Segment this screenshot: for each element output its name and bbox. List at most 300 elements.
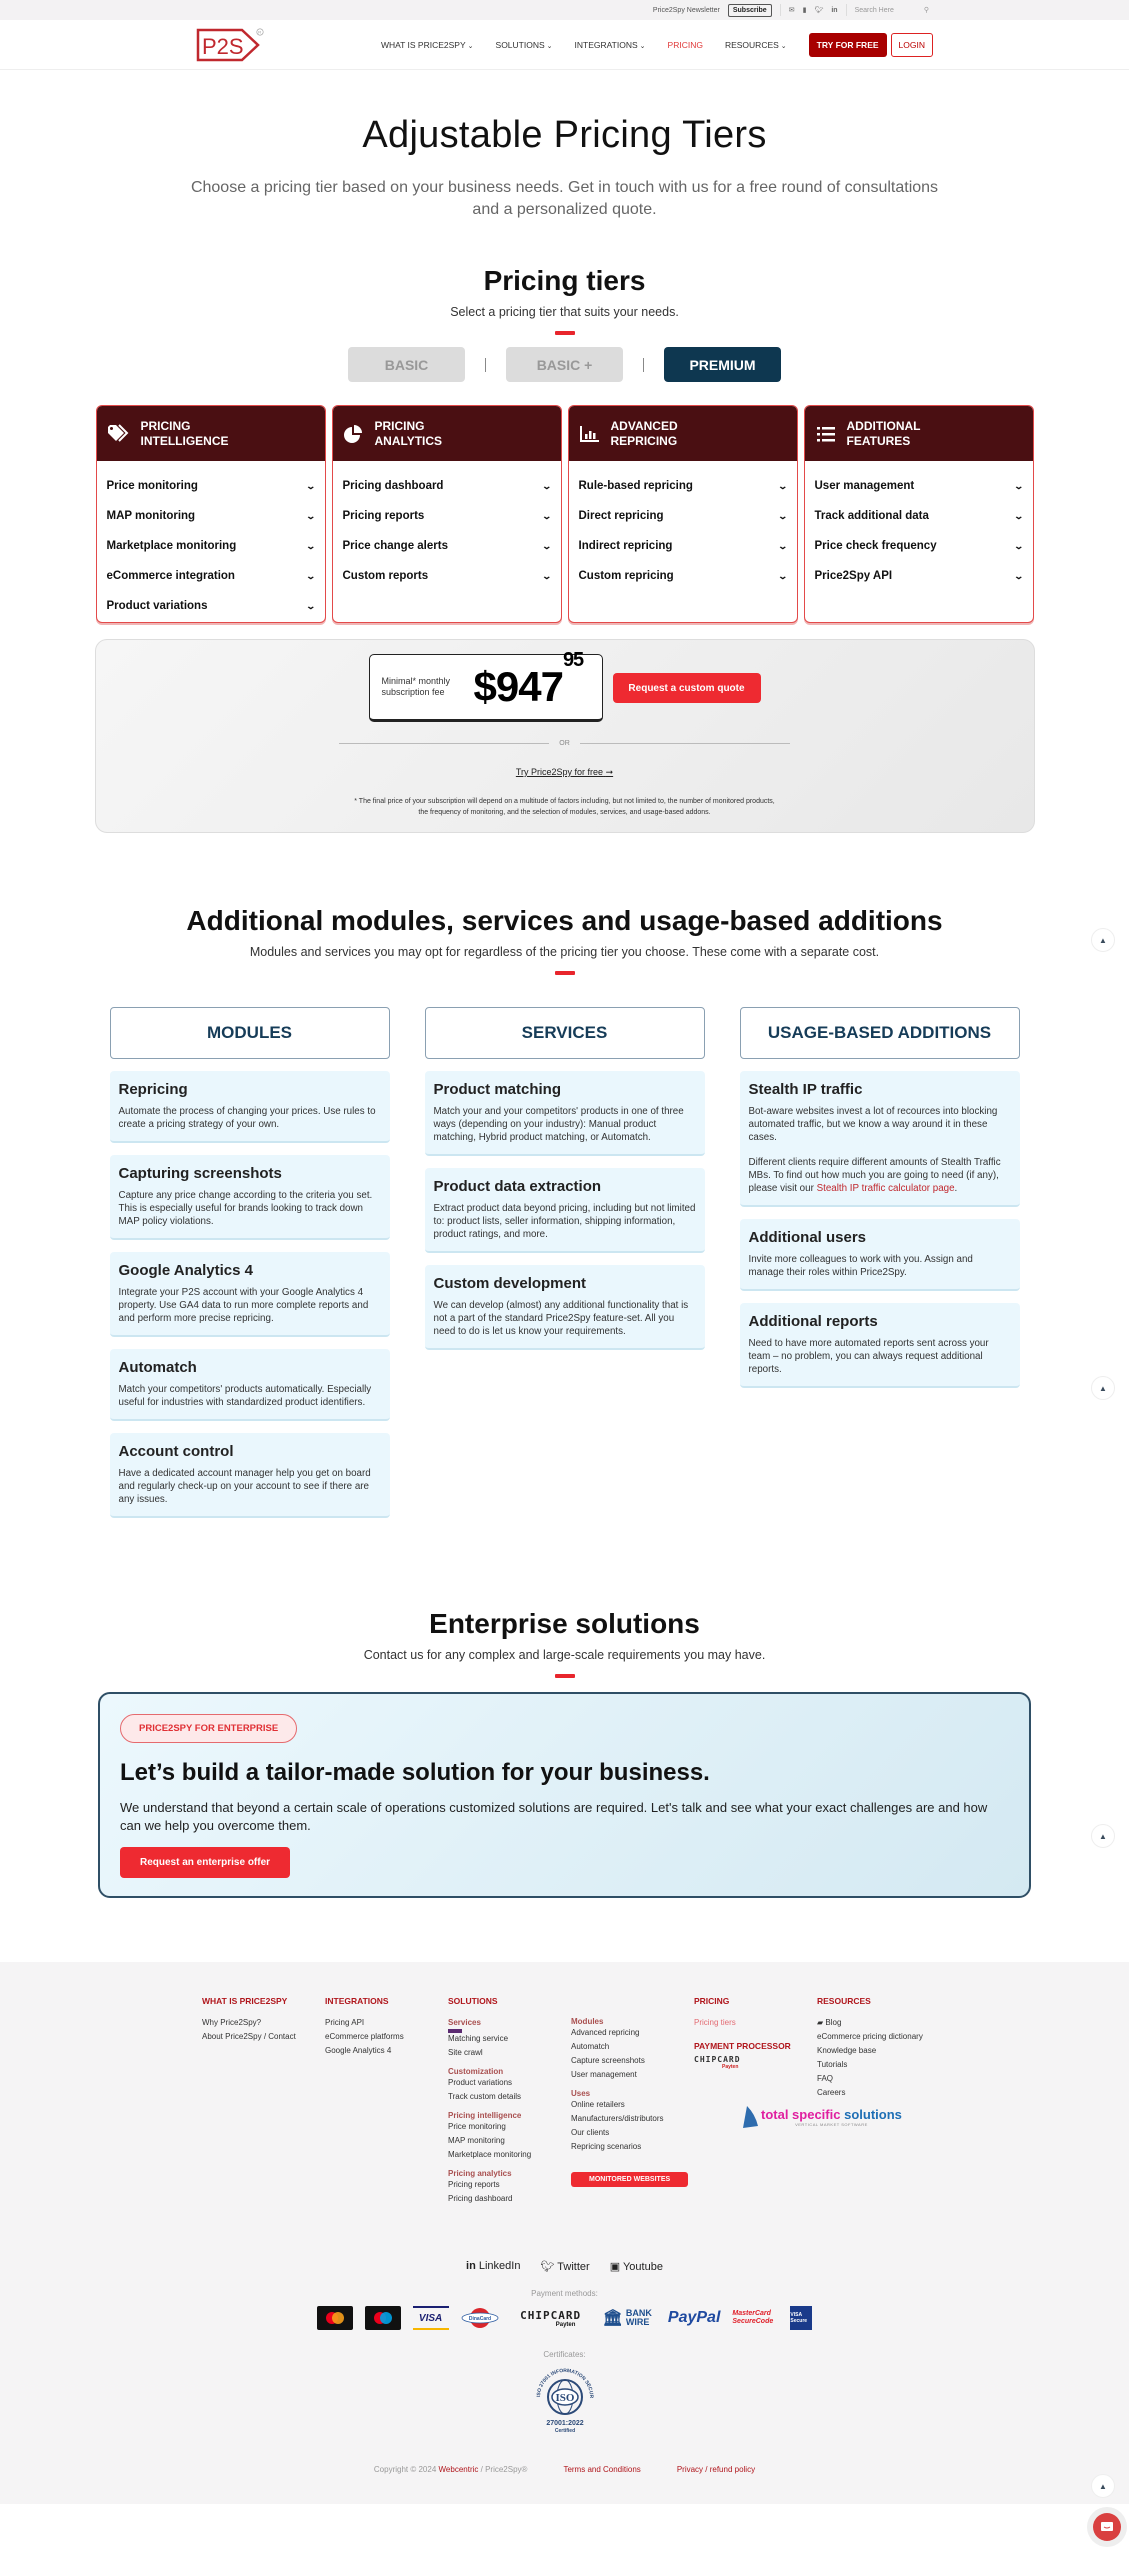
divider [643, 358, 644, 372]
company-link[interactable]: Webcentric [438, 2465, 479, 2474]
linkedin-icon[interactable]: in [831, 6, 838, 14]
divider [339, 743, 549, 744]
price-cents: 95 [562, 649, 584, 671]
divider [780, 4, 781, 16]
card-title: Additional users [748, 1229, 867, 1246]
copyright-suffix: / Price2Spy® [480, 2465, 528, 2474]
svg-text:27001:2022: 27001:2022 [545, 2420, 584, 2427]
feature-card-header [97, 406, 325, 461]
footer [0, 1962, 1129, 2504]
feature-label: Product variations [106, 600, 208, 612]
card-title: Stealth IP traffic [748, 1081, 863, 1098]
social-label: Youtube [622, 2261, 663, 2273]
svg-text:R: R [258, 29, 262, 35]
feature-card-header [805, 406, 1033, 461]
feature-card-pricing-intelligence [96, 405, 326, 623]
nav-menu [381, 33, 933, 57]
accent-bar [555, 1674, 575, 1678]
info-card [425, 1265, 705, 1350]
footer-heading: PRICING [694, 1996, 730, 2006]
chevron-down-icon: ⌄ [1013, 570, 1025, 581]
social-label: Twitter [557, 2261, 590, 2273]
enterprise-heading: Let’s build a tailor-made solution for your business. [120, 1759, 710, 1786]
card-text: We can develop (almost) any additional functionality that is not a part of the standard Price2Spy feature-set. All you need to do is let us know your requirements. [433, 1300, 689, 1337]
info-card [740, 1219, 1020, 1291]
chevron-down-icon: ⌄ [546, 42, 553, 50]
chevron-down-icon: ⌄ [541, 570, 553, 581]
footer-link[interactable]: Capture screenshots [571, 2056, 645, 2065]
nav-item-integrations[interactable] [575, 40, 646, 50]
scroll-to-top-button[interactable] [1091, 1824, 1115, 1848]
or-divider [96, 740, 1034, 747]
dinacard-icon [461, 2306, 499, 2330]
footer-subheading[interactable]: Uses [571, 2089, 591, 2098]
chevron-down-icon: ⌄ [541, 510, 553, 521]
payten-text: Payten [722, 2064, 739, 2070]
feature-label: eCommerce integration [106, 570, 235, 582]
info-card [740, 1303, 1020, 1388]
card-title: Repricing [118, 1081, 188, 1098]
chevron-down-icon: ⌄ [541, 480, 553, 491]
footer-link[interactable]: MAP monitoring [448, 2136, 505, 2145]
feature-item[interactable] [343, 501, 551, 531]
svg-text:ISO 27001 INFORMATION SECURITY: ISO 27001 INFORMATION SECUR [535, 2367, 594, 2399]
info-card [110, 1071, 390, 1143]
card-title-line: ADVANCED [610, 418, 678, 433]
footer-link-label: Blog [825, 2018, 842, 2027]
copyright-prefix: Copyright © 2024 [373, 2465, 437, 2474]
divider [846, 4, 847, 16]
twitter-icon: 🐦︎ [540, 2261, 555, 2273]
footer-link[interactable]: Knowledge base [817, 2046, 877, 2055]
accent-bar [555, 331, 575, 335]
footer-col-solutions [448, 1996, 571, 2208]
footer-link[interactable]: Pricing dashboard [448, 2194, 513, 2203]
chevron-down-icon: ⌄ [305, 540, 317, 551]
footer-link[interactable]: Product variations [448, 2078, 513, 2087]
section-subtitle: Contact us for any complex and large-scale requirements you may have. [363, 1648, 766, 1662]
chat-icon [1100, 2521, 1114, 2533]
footer-link[interactable]: eCommerce platforms [325, 2032, 404, 2041]
footer-col-solutions-2 [571, 1996, 694, 2208]
feature-label: MAP monitoring [106, 510, 196, 522]
monitored-websites-button[interactable]: MONITORED WEBSITES [571, 2172, 688, 2187]
feature-item[interactable] [343, 471, 551, 501]
top-bar [0, 0, 1129, 20]
footer-link[interactable]: FAQ [817, 2074, 834, 2083]
feature-item[interactable] [579, 471, 787, 501]
copyright-row [0, 2465, 1129, 2474]
nav-item-resources[interactable] [725, 40, 787, 50]
card-text: Integrate your P2S account with your Google Analytics 4 property. Use GA4 data to run more complete reports and and perform more precise repricing. [118, 1287, 369, 1324]
nav-label: RESOURCES [724, 39, 779, 50]
enterprise-box [98, 1692, 1031, 1898]
maestro-icon [365, 2306, 401, 2330]
price-label: Minimal* monthly subscription fee [381, 676, 451, 697]
pie-chart-icon [343, 424, 365, 444]
price-footnote [96, 796, 1034, 818]
feature-label: Price monitoring [106, 480, 198, 492]
footer-subheading[interactable]: Services [448, 2018, 481, 2027]
feature-item[interactable] [815, 531, 1023, 561]
footer-link[interactable]: Pricing reports [448, 2180, 500, 2189]
price-dollars: $947 [473, 663, 563, 710]
footer-subheading[interactable]: Modules [571, 2017, 604, 2026]
stealth-calculator-link[interactable]: Stealth IP traffic calculator page [816, 1183, 955, 1194]
hero-subtitle: Choose a pricing tier based on your business needs. Get in touch with us for a free round of consultations and a personalized quote. [190, 179, 939, 218]
section-subtitle: Select a pricing tier that suits your needs. [450, 305, 679, 319]
twitter-link[interactable] [540, 2260, 589, 2273]
bank-wire-icon: 🏛︎ BANK WIRE [602, 2308, 652, 2327]
feature-label: Pricing reports [342, 510, 425, 522]
card-text: Automate the process of changing your prices. Use rules to create a pricing strategy of your own. [118, 1106, 376, 1130]
or-label: OR [559, 740, 570, 747]
card-title-line: PRICING [140, 418, 191, 433]
card-text: Invite more colleagues to work with you. Assign and manage their roles within Price2Spy. [748, 1254, 973, 1278]
svg-text:Certified: Certified [554, 2428, 575, 2434]
certificates-label: Certificates: [543, 2350, 586, 2359]
footer-link[interactable]: Careers [817, 2088, 846, 2097]
footer-col-resources [817, 1996, 940, 2208]
info-card [110, 1433, 390, 1518]
footnote-line: the frequency of monitoring, and the selection of modules, services, and usage-based addons. [418, 809, 711, 816]
chipcard-icon: CHIPCARD Payten [520, 2308, 582, 2328]
footer-heading: RESOURCES [817, 1996, 871, 2006]
feature-label: Price change alerts [342, 540, 448, 552]
card-text: Capture any price change according to the criteria you set. This is especially useful for brands looking to track down MAP policy violations. [118, 1190, 373, 1227]
divider [485, 358, 486, 372]
feature-card-header [569, 406, 797, 461]
tier-premium-button[interactable]: PREMIUM [664, 347, 781, 382]
section-title: Enterprise solutions [429, 1608, 700, 1639]
social-links [0, 2260, 1129, 2273]
enterprise-text: We understand that beyond a certain scale of operations customized solutions are required. Let's talk and see what your exact challenges are and how can we help you overcome them. [120, 1800, 988, 1833]
card-title-line: ANALYTICS [374, 433, 443, 448]
card-title: Product matching [433, 1081, 562, 1098]
footer-link[interactable]: Why Price2Spy? [202, 2018, 262, 2027]
card-text: Bot-aware websites invest a lot of recources into blocking automated traffic, but we know a way around it in these cases. [748, 1106, 998, 1143]
card-text: Match your and your competitors' products in one of three ways (depending on your industry): Manual product matching, Hybrid product matching, or Automatch. [433, 1106, 684, 1143]
info-card [110, 1252, 390, 1337]
sail-icon [741, 2104, 759, 2130]
chevron-down-icon: ⌄ [467, 42, 474, 50]
nav-label: INTEGRATIONS [574, 39, 638, 50]
mastercard-icon [317, 2306, 353, 2330]
footer-link[interactable]: Repricing scenarios [571, 2142, 642, 2151]
nav-item-what-is[interactable] [381, 40, 474, 50]
iso-badge [0, 2365, 1129, 2437]
hero [0, 70, 1129, 221]
nav-item-pricing[interactable]: PRICING [667, 39, 703, 50]
new-badge [448, 2029, 462, 2033]
feature-label: Pricing dashboard [342, 480, 444, 492]
feature-item[interactable] [815, 501, 1023, 531]
chevron-down-icon: ⌄ [1013, 510, 1025, 521]
svg-text:ISO: ISO [555, 2392, 574, 2404]
feature-list [333, 461, 561, 591]
feature-label: Rule-based repricing [578, 480, 693, 492]
card-title: Additional reports [748, 1313, 878, 1330]
feature-list [805, 461, 1033, 591]
card-title: Product data extraction [433, 1178, 602, 1195]
request-enterprise-button[interactable]: Request an enterprise offer [120, 1847, 290, 1878]
partner-tagline: VERTICAL MARKET SOFTWARE [795, 2122, 868, 2127]
footer-heading: WHAT IS PRICE2SPY [202, 1996, 288, 2006]
footer-col-integrations [325, 1996, 448, 2208]
column-heading: MODULES [110, 1007, 390, 1059]
feature-list [97, 461, 325, 621]
info-card [110, 1155, 390, 1240]
feature-item[interactable] [107, 561, 315, 591]
feature-item[interactable] [107, 501, 315, 531]
logo-text: P2S [202, 33, 244, 59]
tier-basic-plus-button[interactable]: BASIC + [506, 347, 623, 382]
social-label: LinkedIn [478, 2260, 521, 2272]
pricing-tiers-section [0, 265, 1129, 833]
chevron-down-icon: ⌄ [305, 480, 317, 491]
payment-methods [0, 2306, 1129, 2330]
chevron-down-icon: ⌄ [777, 510, 789, 521]
email-icon[interactable]: ✉ [788, 7, 795, 14]
column-heading: SERVICES [425, 1007, 705, 1059]
partner-name-2: solutions [844, 2107, 902, 2122]
p2s-logo-icon [196, 28, 264, 62]
visa-icon: VISA [413, 2306, 449, 2330]
chevron-down-icon: ⌄ [777, 480, 789, 491]
card-title: Custom development [433, 1275, 587, 1292]
twitter-icon[interactable]: 🐦︎ [814, 7, 824, 14]
footer-link[interactable]: Manufacturers/distributors [571, 2114, 664, 2123]
footer-heading: SOLUTIONS [448, 1996, 498, 2006]
youtube-icon: ▣ [609, 2261, 621, 2273]
card-title-line: REPRICING [610, 433, 678, 448]
footer-link[interactable]: About Price2Spy / Contact [202, 2032, 296, 2041]
feature-item[interactable] [343, 531, 551, 561]
chevron-up-icon: ▲ [1099, 935, 1107, 945]
footnote-line: * The final price of your subscription will depend on a multitude of factors including, but not limited to, the number of monitored products, [354, 798, 775, 805]
nav-label: WHAT IS PRICE2SPY [380, 39, 466, 50]
feature-item[interactable] [579, 501, 787, 531]
column-heading: USAGE-BASED ADDITIONS [740, 1007, 1020, 1059]
chevron-down-icon: ⌄ [305, 570, 317, 581]
mastercard-securecode-icon: MasterCard SecureCode [732, 2310, 774, 2325]
feature-item[interactable] [579, 531, 787, 561]
info-card [425, 1071, 705, 1156]
enterprise-section [0, 1608, 1129, 1898]
search-input[interactable] [855, 6, 929, 14]
card-text: Need to have more automated reports sent across your team – no problem, you can always request additional reports. [748, 1338, 989, 1375]
chevron-down-icon: ⌄ [541, 540, 553, 551]
card-text: Extract product data beyond pricing, including but not limited to: product lists, seller information, shipping information, product ratings, and more. [433, 1203, 696, 1240]
modules-column [110, 1007, 390, 1518]
chat-button[interactable] [1093, 2513, 1121, 2541]
card-title-line: PRICING [374, 418, 425, 433]
request-quote-button[interactable]: Request a custom quote [613, 673, 761, 703]
youtube-link[interactable] [610, 2260, 663, 2273]
footer-link[interactable]: Automatch [571, 2042, 610, 2051]
feature-item[interactable] [815, 561, 1023, 591]
feature-item[interactable] [107, 471, 315, 501]
section-title: Additional modules, services and usage-based additions [186, 905, 943, 936]
scroll-to-top-button[interactable] [1091, 928, 1115, 952]
card-text [749, 1156, 1011, 1195]
feature-label: Indirect repricing [578, 540, 673, 552]
feature-label: User management [814, 480, 915, 492]
price-box [95, 639, 1035, 833]
search-icon[interactable]: ⚲ [923, 7, 929, 14]
chipcard-text: CHIPCARD [694, 2055, 741, 2064]
chevron-down-icon: ⌄ [1013, 540, 1025, 551]
footer-link[interactable]: Our clients [571, 2128, 610, 2137]
card-text-part: Different clients require different amounts of Stealth Traffic MBs. To find out how much you are going to need (if any), please visit our [748, 1157, 1001, 1194]
try-free-label: Try Price2Spy for free [515, 767, 604, 777]
feature-label: Direct repricing [578, 510, 664, 522]
feature-card-header [333, 406, 561, 461]
section-subtitle: Modules and services you may opt for regardless of the pricing tier you choose. These come with a separate cost. [249, 945, 880, 959]
nav-label: SOLUTIONS [495, 39, 545, 50]
chevron-down-icon: ⌄ [780, 42, 787, 50]
feature-label: Marketplace monitoring [106, 540, 237, 552]
chevron-up-icon: ▲ [1099, 1383, 1107, 1393]
footer-link[interactable]: User management [571, 2070, 637, 2079]
search-placeholder: Search Here [854, 6, 894, 14]
footer-link[interactable]: Site crawl [448, 2048, 483, 2057]
try-for-free-button[interactable]: TRY FOR FREE [809, 33, 887, 57]
footer-link[interactable]: Marketplace monitoring [448, 2150, 532, 2159]
chevron-up-icon: ▲ [1099, 1831, 1107, 1841]
card-title-line: FEATURES [846, 433, 911, 448]
feature-label: Custom reports [342, 570, 429, 582]
card-title-line: ADDITIONAL [846, 418, 921, 433]
feature-label: Custom repricing [578, 570, 674, 582]
footer-link[interactable]: Google Analytics 4 [325, 2046, 392, 2055]
footer-col-pricing [694, 1996, 817, 2208]
book-icon: ▰ [817, 2018, 824, 2027]
footer-link[interactable]: Advanced repricing [571, 2028, 640, 2037]
partner-name-1: total specific [761, 2107, 841, 2122]
feature-item[interactable] [107, 531, 315, 561]
price-amount [473, 649, 584, 711]
footer-link[interactable]: Tutorials [817, 2060, 848, 2069]
card-title: Google Analytics 4 [118, 1262, 253, 1279]
chevron-down-icon: ⌄ [777, 540, 789, 551]
feature-card-pricing-analytics [332, 405, 562, 623]
linkedin-icon: in [466, 2260, 476, 2272]
feature-card-additional-features [804, 405, 1034, 623]
terms-link[interactable]: Terms and Conditions [563, 2465, 641, 2474]
feature-item[interactable] [343, 561, 551, 591]
footer-subheading[interactable]: Pricing analytics [448, 2169, 512, 2178]
blog-icon[interactable]: ▮ [802, 7, 807, 14]
nav-item-solutions[interactable] [496, 40, 553, 50]
info-card [110, 1349, 390, 1421]
feature-label: Price2Spy API [814, 570, 893, 582]
footer-link[interactable]: Matching service [448, 2034, 509, 2043]
footer-subheading[interactable]: Customization [448, 2067, 504, 2076]
accent-bar [555, 971, 575, 975]
feature-grid [96, 405, 1034, 623]
paypal-icon: PayPal [667, 2309, 721, 2326]
enterprise-pill: PRICE2SPY FOR ENTERPRISE [120, 1714, 297, 1743]
footer-link[interactable]: Price monitoring [448, 2122, 506, 2131]
price-card [369, 649, 603, 722]
scroll-to-top-button[interactable] [1091, 1376, 1115, 1400]
additional-section [0, 905, 1129, 1518]
chipcard-logo [694, 2055, 817, 2070]
footer-link-blog[interactable] [817, 2018, 940, 2027]
additional-columns [110, 1007, 1020, 1518]
chevron-down-icon: ⌄ [639, 42, 646, 50]
feature-card-advanced-repricing [568, 405, 798, 623]
feature-label: Price check frequency [814, 540, 937, 552]
feature-list [569, 461, 797, 591]
feature-label: Track additional data [814, 510, 929, 522]
footer-link[interactable]: Pricing API [325, 2018, 365, 2027]
subscribe-button[interactable]: Subscribe [728, 4, 772, 17]
card-title: Account control [118, 1443, 234, 1460]
card-text: Match your competitors' products automatically. Especially useful for industries with standardized product identifiers. [118, 1384, 372, 1408]
copyright [374, 2465, 528, 2474]
partner-logo[interactable] [741, 2104, 902, 2130]
page-title: Adjustable Pricing Tiers [362, 114, 767, 156]
footer-subheading[interactable]: Pricing intelligence [448, 2111, 522, 2120]
feature-item[interactable] [107, 591, 315, 621]
svg-text:DinaCard: DinaCard [468, 2316, 491, 2322]
price-row [96, 649, 1034, 722]
footer-link[interactable]: Online retailers [571, 2100, 625, 2109]
card-title: Automatch [118, 1359, 197, 1376]
footer-link[interactable]: Pricing tiers [694, 2018, 736, 2027]
info-card [740, 1071, 1020, 1207]
card-text-part: . [954, 1183, 958, 1194]
tier-basic-button[interactable]: BASIC [348, 347, 465, 382]
tags-icon [107, 424, 131, 444]
logo[interactable] [196, 28, 264, 62]
divider [580, 743, 790, 744]
chevron-down-icon: ⌄ [1013, 480, 1025, 491]
card-text: Have a dedicated account manager help you get on board and regularly check-up on your account to see if there are any issues. [118, 1468, 371, 1505]
footer-col-what [202, 1996, 325, 2208]
payment-methods-label: Payment methods: [531, 2289, 598, 2298]
visa-secure-icon: VISA Secure [790, 2306, 812, 2330]
list-icon [815, 424, 837, 444]
iso-certificate-icon [530, 2365, 600, 2437]
footer-link[interactable]: eCommerce pricing dictionary [817, 2032, 923, 2041]
try-free-link[interactable] [96, 767, 1034, 778]
newsletter-label: Price2Spy Newsletter [652, 6, 720, 14]
services-column [425, 1007, 705, 1518]
login-button[interactable]: LOGIN [891, 33, 933, 57]
info-card [425, 1168, 705, 1253]
chevron-up-icon: ▲ [1099, 2481, 1107, 2491]
tier-switch [0, 347, 1129, 382]
footer-heading: INTEGRATIONS [325, 1996, 389, 2006]
chevron-down-icon: ⌄ [305, 600, 317, 611]
scroll-to-top-button[interactable] [1091, 2474, 1115, 2498]
usage-column [740, 1007, 1020, 1518]
footer-link[interactable]: Track custom details [448, 2092, 522, 2101]
privacy-link[interactable]: Privacy / refund policy [676, 2465, 756, 2474]
linkedin-link[interactable] [466, 2260, 520, 2273]
footer-heading: PAYMENT PROCESSOR [694, 2041, 791, 2051]
arrow-right-icon: ➞ [605, 767, 614, 777]
main-nav [0, 20, 1129, 70]
chevron-down-icon: ⌄ [305, 510, 317, 521]
bar-chart-icon [579, 424, 601, 444]
card-title: Capturing screenshots [118, 1165, 282, 1182]
feature-item[interactable] [579, 561, 787, 591]
feature-item[interactable] [815, 471, 1023, 501]
